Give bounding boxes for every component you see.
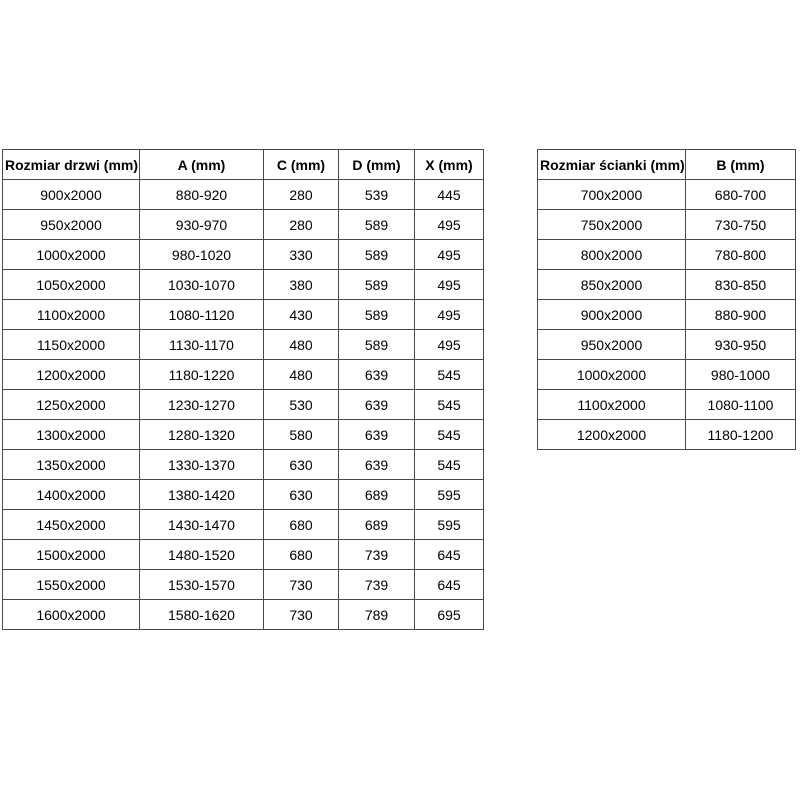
table-cell: 880-920 xyxy=(140,180,264,210)
column-header: B (mm) xyxy=(686,150,796,180)
table-cell: 1480-1520 xyxy=(140,540,264,570)
table-cell: 930-970 xyxy=(140,210,264,240)
table-cell: 1080-1100 xyxy=(686,390,796,420)
table-cell: 545 xyxy=(415,360,484,390)
table-cell: 789 xyxy=(339,600,415,630)
table-row xyxy=(538,420,796,450)
table-cell: 280 xyxy=(264,180,339,210)
table-row xyxy=(538,270,796,300)
table-cell: 1330-1370 xyxy=(140,450,264,480)
table-cell: 950x2000 xyxy=(538,330,686,360)
table-cell: 680 xyxy=(264,540,339,570)
table-cell: 1530-1570 xyxy=(140,570,264,600)
table-row xyxy=(3,210,484,240)
table-row xyxy=(538,240,796,270)
table-cell: 880-900 xyxy=(686,300,796,330)
table-cell: 1180-1200 xyxy=(686,420,796,450)
table-cell: 630 xyxy=(264,450,339,480)
table-cell: 545 xyxy=(415,390,484,420)
table-row xyxy=(3,510,484,540)
table-cell: 545 xyxy=(415,450,484,480)
table-cell: 480 xyxy=(264,330,339,360)
table-row xyxy=(538,300,796,330)
table-cell: 730 xyxy=(264,570,339,600)
table-row xyxy=(3,330,484,360)
table-row xyxy=(3,360,484,390)
table-cell: 850x2000 xyxy=(538,270,686,300)
table-cell: 1550x2000 xyxy=(3,570,140,600)
table-row xyxy=(538,360,796,390)
table-cell: 1050x2000 xyxy=(3,270,140,300)
column-header: Rozmiar ścianki (mm) xyxy=(538,150,686,180)
table-cell: 739 xyxy=(339,540,415,570)
table-row xyxy=(538,210,796,240)
table-row xyxy=(538,330,796,360)
table-cell: 830-850 xyxy=(686,270,796,300)
table-cell: 980-1000 xyxy=(686,360,796,390)
table-cell: 1000x2000 xyxy=(538,360,686,390)
table-row xyxy=(3,300,484,330)
column-header: X (mm) xyxy=(415,150,484,180)
table-cell: 1400x2000 xyxy=(3,480,140,510)
table-cell: 330 xyxy=(264,240,339,270)
table-row xyxy=(3,450,484,480)
table-cell: 730-750 xyxy=(686,210,796,240)
table-cell: 639 xyxy=(339,360,415,390)
table-cell: 380 xyxy=(264,270,339,300)
door-table-header-row xyxy=(3,150,484,180)
table-cell: 495 xyxy=(415,300,484,330)
table-cell: 645 xyxy=(415,540,484,570)
table-cell: 980-1020 xyxy=(140,240,264,270)
table-cell: 730 xyxy=(264,600,339,630)
table-cell: 430 xyxy=(264,300,339,330)
table-cell: 1100x2000 xyxy=(538,390,686,420)
table-cell: 1230-1270 xyxy=(140,390,264,420)
column-header: A (mm) xyxy=(140,150,264,180)
table-cell: 539 xyxy=(339,180,415,210)
table-cell: 680 xyxy=(264,510,339,540)
column-header: D (mm) xyxy=(339,150,415,180)
door-table-body xyxy=(3,180,484,630)
table-cell: 1000x2000 xyxy=(3,240,140,270)
table-row xyxy=(3,570,484,600)
table-row xyxy=(538,180,796,210)
table-cell: 1430-1470 xyxy=(140,510,264,540)
table-row xyxy=(3,180,484,210)
table-cell: 1200x2000 xyxy=(538,420,686,450)
table-cell: 495 xyxy=(415,210,484,240)
table-cell: 645 xyxy=(415,570,484,600)
table-cell: 1380-1420 xyxy=(140,480,264,510)
table-cell: 589 xyxy=(339,300,415,330)
table-cell: 689 xyxy=(339,510,415,540)
table-cell: 1200x2000 xyxy=(3,360,140,390)
table-cell: 700x2000 xyxy=(538,180,686,210)
table-cell: 639 xyxy=(339,450,415,480)
table-cell: 639 xyxy=(339,420,415,450)
column-header: C (mm) xyxy=(264,150,339,180)
table-cell: 589 xyxy=(339,210,415,240)
table-row xyxy=(3,270,484,300)
table-cell: 695 xyxy=(415,600,484,630)
table-cell: 630 xyxy=(264,480,339,510)
table-cell: 900x2000 xyxy=(3,180,140,210)
table-cell: 1500x2000 xyxy=(3,540,140,570)
table-cell: 595 xyxy=(415,510,484,540)
table-cell: 800x2000 xyxy=(538,240,686,270)
table-cell: 689 xyxy=(339,480,415,510)
door-size-table xyxy=(2,149,484,630)
table-cell: 280 xyxy=(264,210,339,240)
wall-size-table xyxy=(537,149,796,450)
table-cell: 495 xyxy=(415,330,484,360)
table-row xyxy=(3,390,484,420)
table-cell: 495 xyxy=(415,270,484,300)
column-header: Rozmiar drzwi (mm) xyxy=(3,150,140,180)
table-cell: 445 xyxy=(415,180,484,210)
table-cell: 1450x2000 xyxy=(3,510,140,540)
table-cell: 1100x2000 xyxy=(3,300,140,330)
table-cell: 930-950 xyxy=(686,330,796,360)
table-cell: 580 xyxy=(264,420,339,450)
table-cell: 680-700 xyxy=(686,180,796,210)
table-cell: 1080-1120 xyxy=(140,300,264,330)
table-cell: 595 xyxy=(415,480,484,510)
table-cell: 1130-1170 xyxy=(140,330,264,360)
table-cell: 1250x2000 xyxy=(3,390,140,420)
table-cell: 750x2000 xyxy=(538,210,686,240)
table-cell: 589 xyxy=(339,240,415,270)
table-row xyxy=(3,420,484,450)
wall-table-header-row xyxy=(538,150,796,180)
table-cell: 900x2000 xyxy=(538,300,686,330)
table-cell: 1580-1620 xyxy=(140,600,264,630)
table-row xyxy=(3,240,484,270)
table-cell: 780-800 xyxy=(686,240,796,270)
table-cell: 1030-1070 xyxy=(140,270,264,300)
table-cell: 950x2000 xyxy=(3,210,140,240)
table-cell: 1280-1320 xyxy=(140,420,264,450)
table-cell: 1180-1220 xyxy=(140,360,264,390)
table-cell: 1600x2000 xyxy=(3,600,140,630)
table-cell: 545 xyxy=(415,420,484,450)
table-cell: 639 xyxy=(339,390,415,420)
table-row xyxy=(538,390,796,420)
table-cell: 589 xyxy=(339,270,415,300)
table-cell: 530 xyxy=(264,390,339,420)
table-row xyxy=(3,600,484,630)
table-cell: 480 xyxy=(264,360,339,390)
table-cell: 495 xyxy=(415,240,484,270)
table-cell: 589 xyxy=(339,330,415,360)
table-row xyxy=(3,480,484,510)
table-cell: 739 xyxy=(339,570,415,600)
table-cell: 1300x2000 xyxy=(3,420,140,450)
table-cell: 1350x2000 xyxy=(3,450,140,480)
table-row xyxy=(3,540,484,570)
table-cell: 1150x2000 xyxy=(3,330,140,360)
wall-table-body xyxy=(538,180,796,450)
